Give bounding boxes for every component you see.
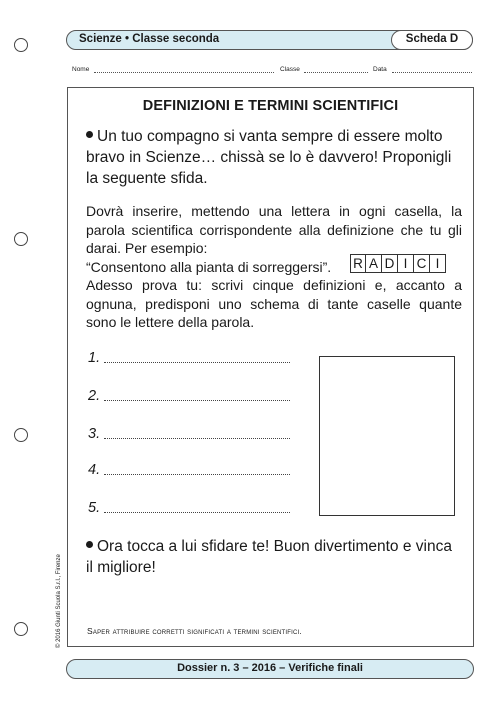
definition-blank[interactable] — [104, 512, 290, 513]
intro-text: Un tuo compagno si vanta sempre di essere molto bravo in Scienze… chissà se lo è davvero! Proponigli la seguente sfida. — [86, 128, 452, 187]
definition-number: 2. — [88, 388, 101, 404]
name-label: Nome — [72, 66, 90, 73]
letter-box: A — [366, 254, 382, 273]
subject-title: Scienze • Classe seconda — [79, 33, 220, 45]
definition-number: 4. — [88, 462, 101, 478]
example-word-boxes — [350, 254, 446, 273]
exercise-box — [67, 87, 474, 647]
definition-number: 1. — [88, 350, 101, 366]
bullet-icon — [86, 131, 93, 138]
definition-line-3[interactable] — [88, 426, 298, 444]
definition-blank[interactable] — [104, 474, 290, 475]
learning-objective: Saper attribuire corretti significati a termini scientifici. — [87, 626, 302, 636]
definition-number: 3. — [88, 426, 101, 442]
example-definition: “Consentono alla pianta di sorreggersi”. — [86, 258, 332, 275]
bullet-icon — [86, 541, 93, 548]
instructions-text-2: Adesso prova tu: scrivi cinque definizioni e, accanto a ognuna, predisponi uno schema di tante caselle quante sono le lettere della parola. — [86, 277, 462, 330]
binder-hole-top — [14, 38, 28, 52]
definition-blank[interactable] — [104, 362, 290, 363]
definition-line-2[interactable] — [88, 388, 298, 406]
date-field[interactable] — [392, 72, 472, 73]
closing-paragraph — [86, 536, 462, 578]
intro-paragraph — [86, 126, 462, 189]
letter-box: I — [398, 254, 414, 273]
instructions-text-1: Dovrà inserire, mettendo una lettera in ogni casella, la parola scientifica corrispondente alla definizione che tu gli darai. Per esempio: — [86, 203, 462, 256]
binder-hole-lower — [14, 428, 28, 442]
binder-hole-bottom — [14, 622, 28, 636]
letter-box: D — [382, 254, 398, 273]
definition-line-5[interactable] — [88, 500, 298, 518]
sheet-label: Scheda D — [391, 30, 473, 50]
copyright-notice: © 2016 Giunti Scuola S.r.l., Firenze — [56, 554, 62, 648]
binder-hole-upper — [14, 232, 28, 246]
definition-line-4[interactable] — [88, 462, 298, 480]
student-info-line — [66, 66, 474, 78]
header-bar — [66, 30, 473, 50]
letter-box: I — [430, 254, 446, 273]
definition-line-1[interactable] — [88, 350, 298, 368]
closing-text: Ora tocca a lui sfidare te! Buon divertimento e vinca il migliore! — [86, 538, 452, 576]
definition-blank[interactable] — [104, 400, 290, 401]
date-label: Data — [373, 66, 387, 73]
class-label: Classe — [280, 66, 300, 73]
letter-box: C — [414, 254, 430, 273]
definition-number: 5. — [88, 500, 101, 516]
definition-blank[interactable] — [104, 438, 290, 439]
footer-bar: Dossier n. 3 – 2016 – Verifiche finali — [66, 659, 474, 679]
sheet-title: DEFINIZIONI E TERMINI SCIENTIFICI — [142, 98, 399, 114]
answer-grid-box[interactable] — [319, 356, 455, 516]
letter-box: R — [350, 254, 366, 273]
class-field[interactable] — [304, 72, 368, 73]
name-field[interactable] — [94, 72, 274, 73]
